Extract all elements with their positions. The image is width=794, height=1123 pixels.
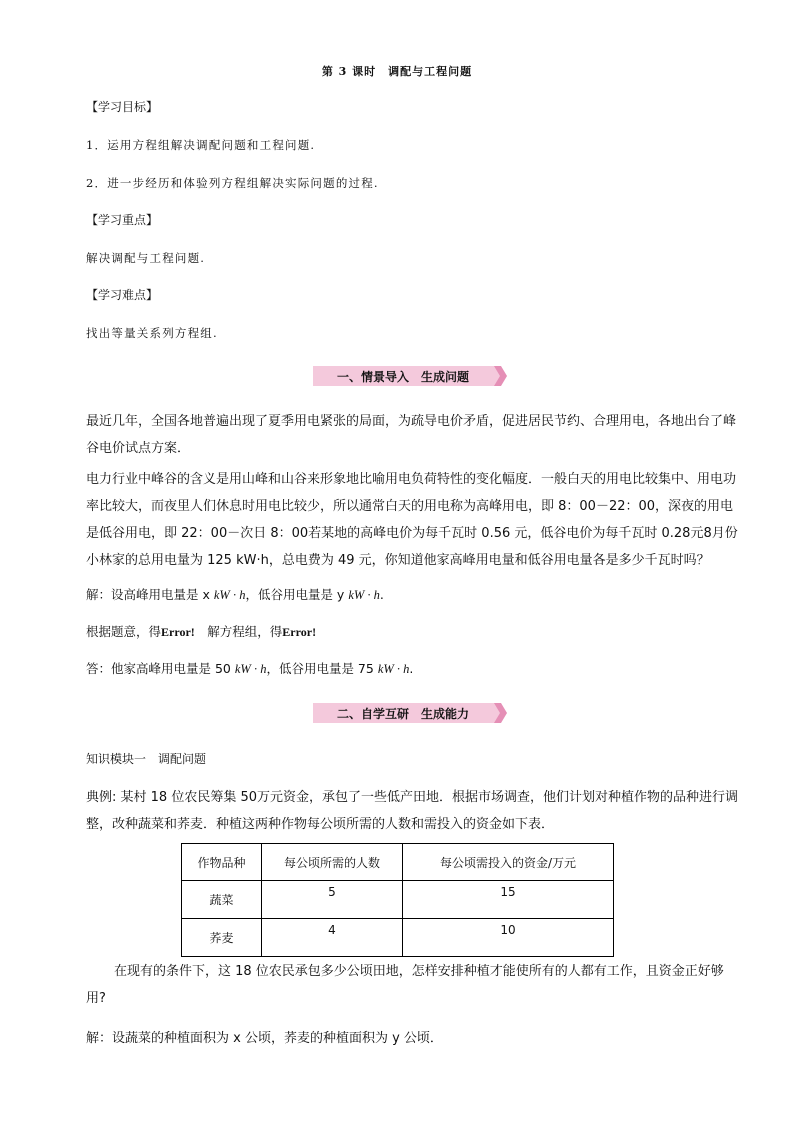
sol-unit: kW · h xyxy=(348,588,380,602)
section1-paragraph-2 xyxy=(86,466,741,574)
module-heading: 知识模块一 调配问题 xyxy=(86,752,207,766)
table-header-row xyxy=(182,844,614,881)
sol-text: ，低谷用电量是 75 xyxy=(266,661,378,676)
sol-text: . xyxy=(379,587,384,602)
table-header-cell: 每公顷需投入的资金/万元 xyxy=(403,844,614,881)
objectives-heading: 【学习目标】 xyxy=(86,100,159,114)
section2-banner xyxy=(313,703,507,723)
section1-solution-line2 xyxy=(86,622,316,640)
section1-banner xyxy=(313,366,507,386)
sol-unit: kW · h xyxy=(234,662,267,676)
example-paragraph: 典例: 某村 18 位农民筹集 50万元资金，承包了一些低产田地．根据市场调查，他们计划对种植作物的品种进行调整，改种蔬菜和荞麦．种植这两种作物每公顷所需的人数和需投入的资金如下表． xyxy=(86,790,738,832)
objective-item-2: 2．进一步经历和体验列方程组解决实际问题的过程. xyxy=(86,176,379,190)
crop-table xyxy=(181,843,614,957)
table-cell: 10 xyxy=(403,919,614,957)
difficulties-heading: 【学习难点】 xyxy=(86,288,159,302)
table-cell: 15 xyxy=(403,881,614,919)
sol-text: 答：他家高峰用电量是 50 xyxy=(86,661,235,676)
page-title: 第 3 课时 调配与工程问题 xyxy=(321,65,473,78)
table-header-cell: 每公顷所需的人数 xyxy=(262,844,403,881)
sol-error-marker: Error! xyxy=(161,625,195,639)
section1-answer xyxy=(86,659,413,677)
question-paragraph: 在现有的条件下，这 18 位农民承包多少公顷田地，怎样安排种植才能使所有的人都有工作，且资金正好够用? xyxy=(86,964,724,1006)
section2-banner-label: 二、自学互研 生成能力 xyxy=(336,707,469,721)
difficulties-text: 找出等量关系列方程组. xyxy=(86,326,218,340)
sol-text: 根据题意，得 xyxy=(86,624,162,639)
sol-text: . xyxy=(409,661,414,676)
section1-paragraph-2-text: 电力行业中峰谷的含义是用山峰和山谷来形象地比喻用电负荷特性的变化幅度．一般白天的用电比较集中、用电功率比较大，而夜里人们休息时用电比较少，所以通常白天的用电称为高峰用电，即 8：00－22：00，深夜的用电是低谷用电，即 22：00－次日 8：00若某地的高峰电价为每千瓦时 0.56 元，低谷电价为每千瓦时 0.28元8月份小林家的总用电量为 125 kW·h，总电费为 49 元，你知道他家高峰用电量和低谷用电量各是多少千瓦时吗？ xyxy=(86,472,738,568)
table-row xyxy=(182,881,614,919)
table-cell: 荞麦 xyxy=(182,919,262,957)
table-cell: 蔬菜 xyxy=(182,881,262,919)
key-points-text: 解决调配与工程问题. xyxy=(86,251,206,265)
table-cell: 5 xyxy=(262,881,403,919)
section1-paragraph-1-text: 最近几年，全国各地普遍出现了夏季用电紧张的局面，为疏导电价矛盾，促进居民节约、合理用电，各地出台了峰谷电价试点方案． xyxy=(86,414,737,456)
sol-text: ，低谷用电量是 y xyxy=(245,587,349,602)
objective-item-1: 1．运用方程组解决调配问题和工程问题. xyxy=(86,138,316,152)
section1-solution-line1 xyxy=(86,585,384,603)
table-row xyxy=(182,919,614,957)
table-cell: 4 xyxy=(262,919,403,957)
table-header-cell: 作物品种 xyxy=(182,844,262,881)
sol-text: 解：设高峰用电量是 x xyxy=(86,587,214,602)
sol-text: 解方程组，得 xyxy=(194,624,283,639)
section2-solution: 解：设蔬菜的种植面积为 x 公顷，荞麦的种植面积为 y 公顷． xyxy=(86,1031,443,1046)
section1-paragraph-1 xyxy=(86,408,741,462)
key-points-heading: 【学习重点】 xyxy=(86,213,159,227)
sol-unit: kW · h xyxy=(213,588,246,602)
sol-error-marker: Error! xyxy=(282,625,317,639)
section1-banner-label: 一、情景导入 生成问题 xyxy=(336,370,469,384)
sol-unit: kW · h xyxy=(377,662,410,676)
